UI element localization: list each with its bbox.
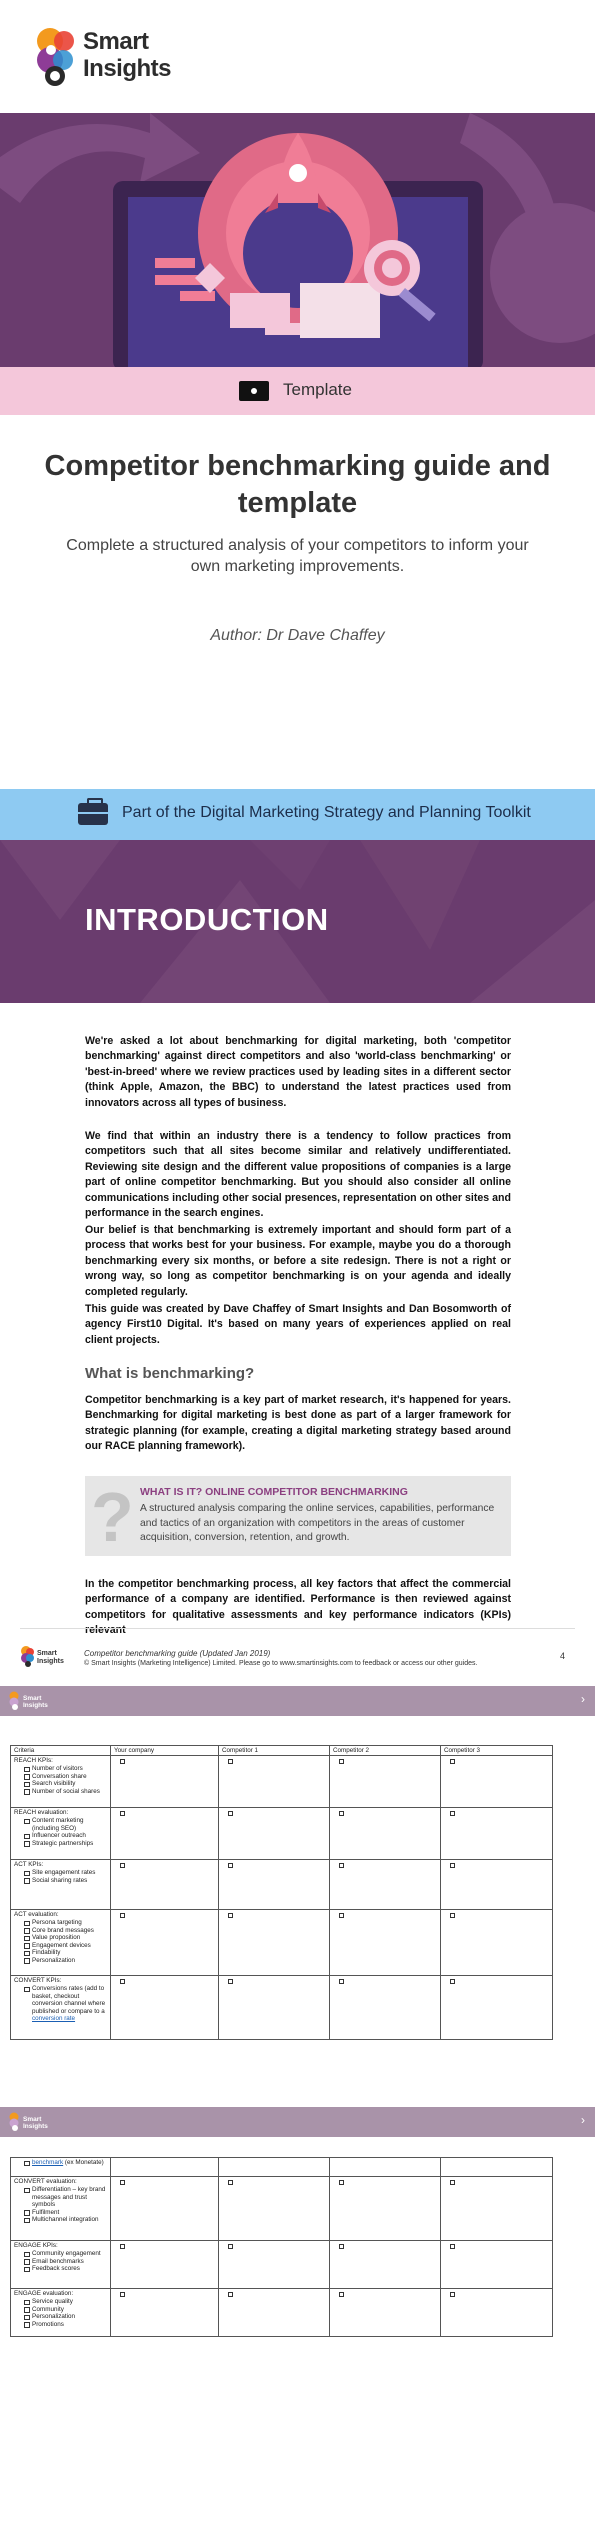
film-icon xyxy=(239,381,269,401)
column-header: Competitor 1 xyxy=(219,1746,330,1756)
checkbox[interactable] xyxy=(120,2244,125,2249)
template-label: Template xyxy=(283,380,352,399)
conversion-rate-link[interactable]: conversion rate xyxy=(32,2015,76,2022)
list-item: Community xyxy=(24,2306,107,2314)
checkbox[interactable] xyxy=(120,1759,125,1764)
header-logo-icon xyxy=(8,1691,58,1711)
table-page-header xyxy=(0,1686,595,1716)
intro-paragraph-last: In the competitor benchmarking process, all key factors that affect the commercial performance of a company are identified. Performance is then reviewed against competitors for qualitative assessments and key performance indicators (KPIs) relevant xyxy=(85,1578,511,1637)
checkbox[interactable] xyxy=(450,1979,455,1984)
list-item: Conversions rates (add to basket, checkout conversion channel where published or compare to a conversion rate xyxy=(24,1985,107,2023)
svg-text:Smart: Smart xyxy=(37,1650,57,1657)
page-number: 4 xyxy=(559,1651,565,1661)
callout-title: WHAT IS IT? ONLINE COMPETITOR BENCHMARKING xyxy=(140,1486,408,1498)
list-item: Personalization xyxy=(24,2313,107,2321)
list-item: Fulfilment xyxy=(24,2209,107,2217)
benchmark-table xyxy=(10,1745,553,2040)
checkbox[interactable] xyxy=(120,1863,125,1868)
benchmark-table-continued xyxy=(10,2157,553,2337)
intro-paragraph-3: Our belief is that benchmarking is extremely important and should form part of a process that works best for your business. For example, maybe you do a thorough benchmarking every six months, or before a site redesign. There is not a right or wrong way, so long as competitor benchmarking is on your agenda and ideally completed regularly. xyxy=(85,1224,511,1298)
checkbox[interactable] xyxy=(228,1759,233,1764)
checkbox[interactable] xyxy=(339,1811,344,1816)
what-is-benchmarking-heading: What is benchmarking? xyxy=(85,1365,255,1382)
table-row xyxy=(11,2289,553,2337)
question-mark-icon: ? xyxy=(91,1478,134,1556)
criteria-heading: ENGAGE evaluation: xyxy=(14,2290,74,2297)
checkbox[interactable] xyxy=(450,1811,455,1816)
benchmark-link[interactable]: benchmark xyxy=(32,2159,64,2166)
checkbox[interactable] xyxy=(228,1863,233,1868)
checkbox[interactable] xyxy=(120,2180,125,2185)
list-item: Site engagement rates xyxy=(24,1869,107,1877)
list-item: Social sharing rates xyxy=(24,1877,107,1885)
list-item: Influencer outreach xyxy=(24,1832,107,1840)
list-item: Conversation share xyxy=(24,1773,107,1781)
what-is-benchmarking-paragraph: Competitor benchmarking is a key part of market research, it's happened for years. Benchmarking for digital marketing is best done as part of a larger framework for strategic planning (for example, creating a digital marketing strategy based around our RACE planning framework). xyxy=(85,1394,511,1453)
intro-paragraph-1: We're asked a lot about benchmarking for digital marketing, both 'competitor benchmarking' against direct competitors and also 'world-class benchmarking' or 'best-in-breed' where we review practices used by leading sites in a different sector (think Apple, Amazon, the BBC) to understand the latest practices used from innovators across all types of business. xyxy=(85,1035,511,1109)
svg-text:Insights: Insights xyxy=(37,1658,64,1665)
introduction-heading: INTRODUCTION xyxy=(85,902,329,937)
intro-paragraph-2: We find that within an industry there is a tendency to follow practices from competitors such that all sites become similar and relatively undifferentiated. Reviewing site design and the different value propositions of companies is a large part of online competitor benchmarking. But you should also consider all online communications including other social presences, representation on other sites and performance in the search engines. xyxy=(85,1130,511,1220)
list-item: Personalization xyxy=(24,1957,107,1965)
template-band xyxy=(0,367,595,415)
svg-text:Smart: Smart xyxy=(23,2116,42,2123)
briefcase-icon xyxy=(78,803,108,825)
logo-mark-icon xyxy=(33,26,81,88)
criteria-heading: CONVERT evaluation: xyxy=(14,2178,77,2185)
hero-illustration xyxy=(0,113,595,367)
table-row xyxy=(11,2158,553,2177)
checkbox[interactable] xyxy=(450,1913,455,1918)
list-item: Content marketing (including SEO) xyxy=(24,1817,107,1832)
checkbox[interactable] xyxy=(120,1811,125,1816)
toolkit-band[interactable] xyxy=(0,789,595,840)
toolkit-label: Part of the Digital Marketing Strategy and Planning Toolkit xyxy=(122,804,531,821)
checkbox[interactable] xyxy=(450,2292,455,2297)
column-header: Criteria xyxy=(11,1746,111,1756)
svg-text:Smart: Smart xyxy=(23,1695,42,1702)
list-item: Email benchmarks xyxy=(24,2258,107,2266)
checkbox[interactable] xyxy=(120,2292,125,2297)
page-footer xyxy=(20,1628,575,1668)
definition-callout xyxy=(85,1476,511,1556)
list-item-continued: benchmark (ex Monetate) xyxy=(24,2159,107,2167)
list-item: Promotions xyxy=(24,2321,107,2329)
table-row xyxy=(11,1860,553,1910)
checkbox[interactable] xyxy=(228,2244,233,2249)
table-row xyxy=(11,1910,553,1976)
document-subtitle: Complete a structured analysis of your competitors to inform your own marketing improvements. xyxy=(66,537,529,575)
checkbox[interactable] xyxy=(228,1979,233,1984)
footer-copyright: © Smart Insights (Marketing Intelligence) Limited. Please go to www.smartinsights.com to feedback or access our other guides. xyxy=(84,1660,478,1667)
introduction-banner xyxy=(0,840,595,1003)
svg-text:Insights: Insights xyxy=(23,2123,48,2130)
document-author: Author: Dr Dave Chaffey xyxy=(210,627,385,644)
list-item: Multichannel integration xyxy=(24,2216,107,2224)
checkbox[interactable] xyxy=(228,1913,233,1918)
list-item: Findability xyxy=(24,1949,107,1957)
checkbox[interactable] xyxy=(450,1863,455,1868)
list-item: Community engagement xyxy=(24,2250,107,2258)
footer-logo-icon xyxy=(20,1645,70,1667)
column-header: Competitor 3 xyxy=(441,1746,553,1756)
checkbox[interactable] xyxy=(339,2180,344,2185)
table-row xyxy=(11,1976,553,2040)
footer-guide-name: Competitor benchmarking guide (Updated Jan 2019) xyxy=(84,1649,271,1658)
checkbox[interactable] xyxy=(228,1811,233,1816)
chevron-right-icon[interactable]: › xyxy=(581,1692,585,1706)
list-item: Feedback scores xyxy=(24,2265,107,2273)
column-header: Your company xyxy=(111,1746,219,1756)
criteria-heading: REACH evaluation: xyxy=(14,1809,69,1816)
list-item: Number of visitors xyxy=(24,1765,107,1773)
table-header-row xyxy=(11,1746,553,1756)
intro-paragraph-4: This guide was created by Dave Chaffey of Smart Insights and Dan Bosomworth of agency First10 Digital. It's based on many years of experiences applied on real client projects. xyxy=(85,1303,511,1346)
criteria-heading: ENGAGE KPIs: xyxy=(14,2242,58,2249)
table-row xyxy=(11,2177,553,2241)
callout-text: A structured analysis comparing the online services, capabilities, performance and tactics of an organization with competitors in the areas of customer acquisition, conversion, retention, and growth. xyxy=(140,1503,495,1543)
criteria-heading: ACT evaluation: xyxy=(14,1911,59,1918)
checkbox[interactable] xyxy=(339,1759,344,1764)
table-row xyxy=(11,2241,553,2289)
document-title: Competitor benchmarking guide and template xyxy=(44,450,551,519)
chevron-right-icon[interactable]: › xyxy=(581,2113,585,2127)
smart-insights-logo xyxy=(33,24,183,94)
table-row xyxy=(11,1756,553,1808)
checkbox[interactable] xyxy=(450,1759,455,1764)
list-item: Engagement devices xyxy=(24,1942,107,1950)
list-item: Number of social shares xyxy=(24,1788,107,1796)
checkbox[interactable] xyxy=(339,2292,344,2297)
list-item: Core brand messages xyxy=(24,1927,107,1935)
checkbox[interactable] xyxy=(339,1863,344,1868)
list-item: Search visibility xyxy=(24,1780,107,1788)
checkbox[interactable] xyxy=(339,1913,344,1918)
table-row xyxy=(11,1808,553,1860)
list-item: Service quality xyxy=(24,2298,107,2306)
criteria-heading: ACT KPIs: xyxy=(14,1861,44,1868)
list-item: Value proposition xyxy=(24,1934,107,1942)
list-item: Differentiation – key brand messages and trust symbols xyxy=(24,2186,107,2209)
checkbox[interactable] xyxy=(228,2292,233,2297)
table-page-header xyxy=(0,2107,595,2137)
svg-text:Insights: Insights xyxy=(23,1702,48,1709)
criteria-heading: CONVERT KPIs: xyxy=(14,1977,62,1984)
checkbox[interactable] xyxy=(339,2244,344,2249)
header-logo-icon xyxy=(8,2112,58,2132)
list-item: Persona targeting xyxy=(24,1919,107,1927)
checkbox[interactable] xyxy=(228,2180,233,2185)
checkbox[interactable] xyxy=(120,1979,125,1984)
column-header: Competitor 2 xyxy=(330,1746,441,1756)
criteria-heading: REACH KPIs: xyxy=(14,1757,53,1764)
logo-wordmark: Smart Insights xyxy=(83,28,172,82)
checkbox[interactable] xyxy=(120,1913,125,1918)
list-item: Strategic partnerships xyxy=(24,1840,107,1848)
checkbox[interactable] xyxy=(450,2244,455,2249)
checkbox[interactable] xyxy=(339,1979,344,1984)
checkbox[interactable] xyxy=(450,2180,455,2185)
